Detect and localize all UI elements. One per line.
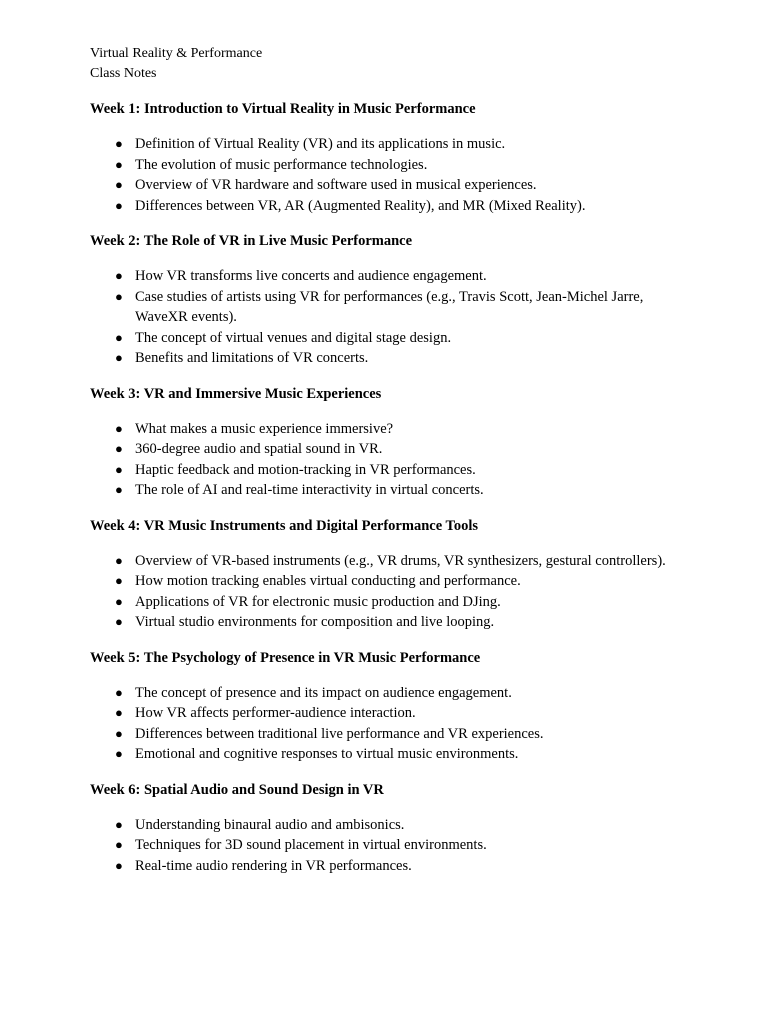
list-item-text: 360-degree audio and spatial sound in VR. <box>135 441 383 457</box>
bullet-icon: ● <box>115 857 123 873</box>
bullet-list <box>90 683 690 765</box>
bullet-icon: ● <box>115 705 123 720</box>
section-heading: Week 4: VR Music Instruments and Digital Performance Tools <box>90 517 479 534</box>
section-heading: Week 3: VR and Immersive Music Experiences <box>90 385 382 402</box>
list-item <box>90 328 690 349</box>
week-section <box>90 384 690 501</box>
bullet-icon: ● <box>115 329 123 345</box>
list-item-text: Definition of Virtual Reality (VR) and its applications in music. <box>135 136 506 152</box>
list-item-text: How VR affects performer-audience interaction. <box>135 705 416 721</box>
list-item <box>90 134 690 155</box>
list-item <box>90 571 690 592</box>
bullet-icon: ● <box>115 197 123 213</box>
list-item-text: Differences between traditional live performance and VR experiences. <box>135 725 544 742</box>
list-item-text: Understanding binaural audio and ambisonics. <box>135 816 405 833</box>
list-item-text: Haptic feedback and motion-tracking in VR performances. <box>135 461 476 478</box>
week-section <box>90 99 690 216</box>
bullet-icon: ● <box>115 136 123 151</box>
list-item <box>90 856 690 877</box>
list-item <box>90 551 690 572</box>
list-item <box>90 266 690 287</box>
list-item <box>90 439 690 460</box>
bullet-icon: ● <box>115 573 123 588</box>
list-item-text: Overview of VR-based instruments (e.g., VR drums, VR synthesizers, gestural controllers). <box>135 552 666 569</box>
list-item <box>90 480 690 501</box>
list-item <box>90 835 690 856</box>
bullet-list <box>90 551 690 633</box>
list-item <box>90 348 690 369</box>
list-item <box>90 460 690 481</box>
list-item <box>90 815 690 836</box>
list-item <box>90 419 690 440</box>
bullet-icon: ● <box>115 684 123 700</box>
bullet-icon: ● <box>115 552 123 568</box>
list-item <box>90 744 690 765</box>
bullet-icon: ● <box>115 350 123 365</box>
section-heading: Week 1: Introduction to Virtual Reality in Music Performance <box>90 101 476 117</box>
list-item-text: The concept of presence and its impact on audience engagement. <box>135 684 512 701</box>
bullet-icon: ● <box>115 482 123 497</box>
document-page <box>90 44 690 891</box>
list-item-text: Techniques for 3D sound placement in virtual environments. <box>135 837 487 853</box>
bullet-icon: ● <box>115 268 123 283</box>
list-item-text: Virtual studio environments for composition and live looping. <box>135 614 495 630</box>
bullet-icon: ● <box>115 156 123 172</box>
list-item-text: How VR transforms live concerts and audience engagement. <box>135 268 487 284</box>
list-item <box>90 612 690 633</box>
bullet-icon: ● <box>115 816 123 832</box>
bullet-icon: ● <box>115 593 123 609</box>
week-section <box>90 516 690 633</box>
document-subtitle: Class Notes <box>90 66 157 81</box>
list-item <box>90 703 690 724</box>
bullet-list <box>90 134 690 216</box>
list-item-text: The evolution of music performance technologies. <box>135 156 428 173</box>
bullet-icon: ● <box>115 420 123 436</box>
section-heading: Week 5: The Psychology of Presence in VR Music Performance <box>90 649 481 666</box>
notes-sections <box>90 99 690 876</box>
list-item-text: Overview of VR hardware and software used in musical experiences. <box>135 177 537 193</box>
list-item <box>90 155 690 176</box>
list-item-text: Benefits and limitations of VR concerts. <box>135 350 369 366</box>
list-item-text: The concept of virtual venues and digital stage design. <box>135 329 452 346</box>
week-section <box>90 648 690 765</box>
bullet-list <box>90 266 690 369</box>
bullet-icon: ● <box>115 288 123 304</box>
bullet-icon: ● <box>115 461 123 477</box>
list-item <box>90 724 690 745</box>
list-item-text: The role of AI and real-time interactivity in virtual concerts. <box>135 482 484 498</box>
bullet-icon: ● <box>115 614 123 629</box>
list-item-text: What makes a music experience immersive? <box>135 420 394 437</box>
bullet-icon: ● <box>115 746 123 761</box>
list-item <box>90 592 690 613</box>
list-item-text: How motion tracking enables virtual conducting and performance. <box>135 573 521 589</box>
list-item <box>90 175 690 196</box>
bullet-icon: ● <box>115 177 123 192</box>
list-item-text: Case studies of artists using VR for performances (e.g., Travis Scott, Jean-Michel Jarre, WaveXR events). <box>135 288 644 325</box>
section-heading: Week 2: The Role of VR in Live Music Performance <box>90 233 413 249</box>
list-item <box>90 683 690 704</box>
week-section <box>90 780 690 877</box>
list-item-text: Emotional and cognitive responses to virtual music environments. <box>135 746 519 762</box>
list-item <box>90 287 690 328</box>
week-section <box>90 231 690 369</box>
list-item-text: Real-time audio rendering in VR performances. <box>135 857 412 874</box>
course-title: Virtual Reality & Performance <box>90 46 263 61</box>
section-heading: Week 6: Spatial Audio and Sound Design in VR <box>90 781 384 798</box>
bullet-list <box>90 419 690 501</box>
bullet-list <box>90 815 690 877</box>
bullet-icon: ● <box>115 441 123 456</box>
bullet-icon: ● <box>115 725 123 741</box>
bullet-icon: ● <box>115 837 123 852</box>
list-item-text: Differences between VR, AR (Augmented Reality), and MR (Mixed Reality). <box>135 197 586 214</box>
list-item <box>90 196 690 217</box>
list-item-text: Applications of VR for electronic music production and DJing. <box>135 593 501 610</box>
